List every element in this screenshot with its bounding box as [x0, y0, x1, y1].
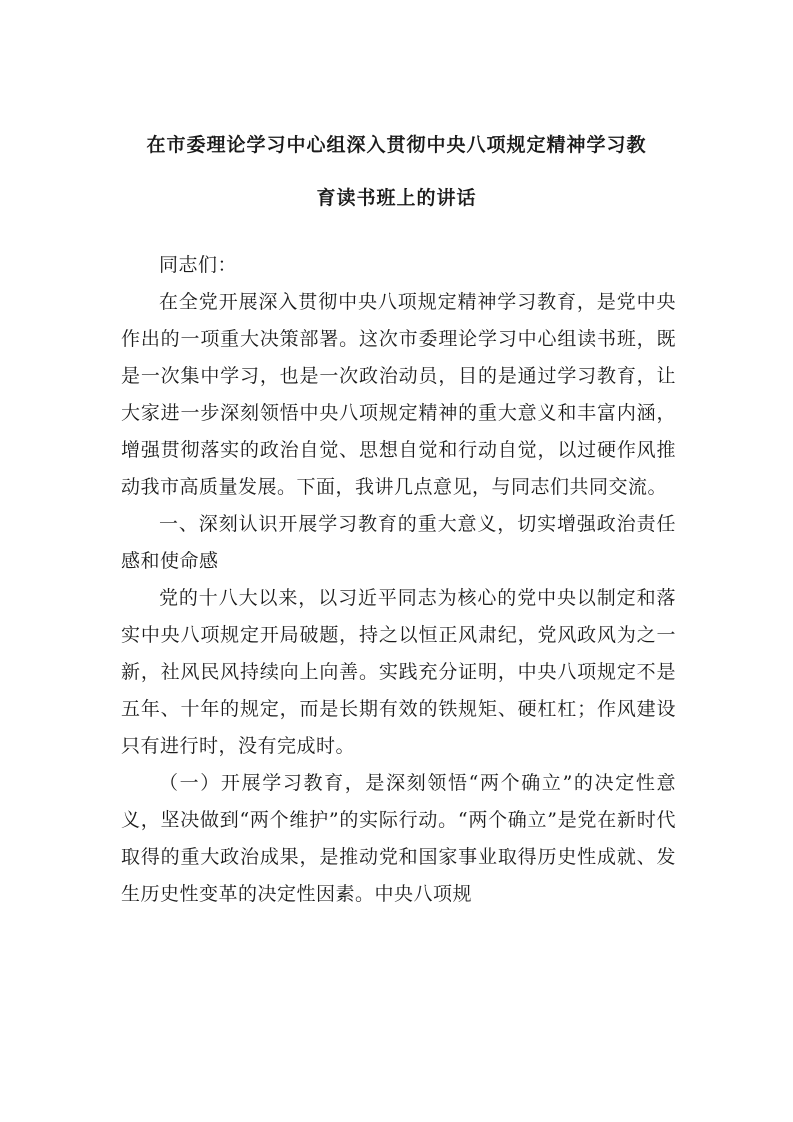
paragraph-section-1: 党的十八大以来，以习近平同志为核心的党中央以制定和落实中央八项规定开局破题，持之以恒正风肃纪，党风政风为之一新，社风民风持续向上向善。实践充分证明，中央八项规定不是五年、十年的规定，而是长期有效的铁规矩、硬杠杠；作风建设只有进行时，没有完成时。 [121, 587, 676, 757]
document-body [121, 247, 676, 913]
document-title-line-1: 在市委理论学习中心组深入贯彻中央八项规定精神学习教 [146, 134, 647, 156]
salutation: 同志们： [159, 254, 238, 276]
section-heading-1: 一、深刻认识开展学习教育的重大意义，切实增强政治责任感和使命感 [121, 513, 676, 572]
document-title-line-2: 育读书班上的讲话 [316, 187, 477, 209]
paragraph-intro: 在全党开展深入贯彻中央八项规定精神学习教育，是党中央作出的一项重大决策部署。这次市委理论学习中心组读书班，既是一次集中学习，也是一次政治动员，目的是通过学习教育，让大家进一步深刻领悟中央八项规定精神的重大意义和丰富内涵，增强贯彻落实的政治自觉、思想自觉和行动自觉，以过硬作风推动我市高质量发展。下面，我讲几点意见，与同志们共同交流。 [121, 291, 676, 498]
paragraph-subsection-1: （一）开展学习教育，是深刻领悟“两个确立”的决定性意义，坚决做到“两个维护”的实际行动。“两个确立”是党在新时代取得的重大政治成果，是推动党和国家事业取得历史性成就、发生历史性变革的决定性因素。中央八项规 [121, 772, 676, 905]
